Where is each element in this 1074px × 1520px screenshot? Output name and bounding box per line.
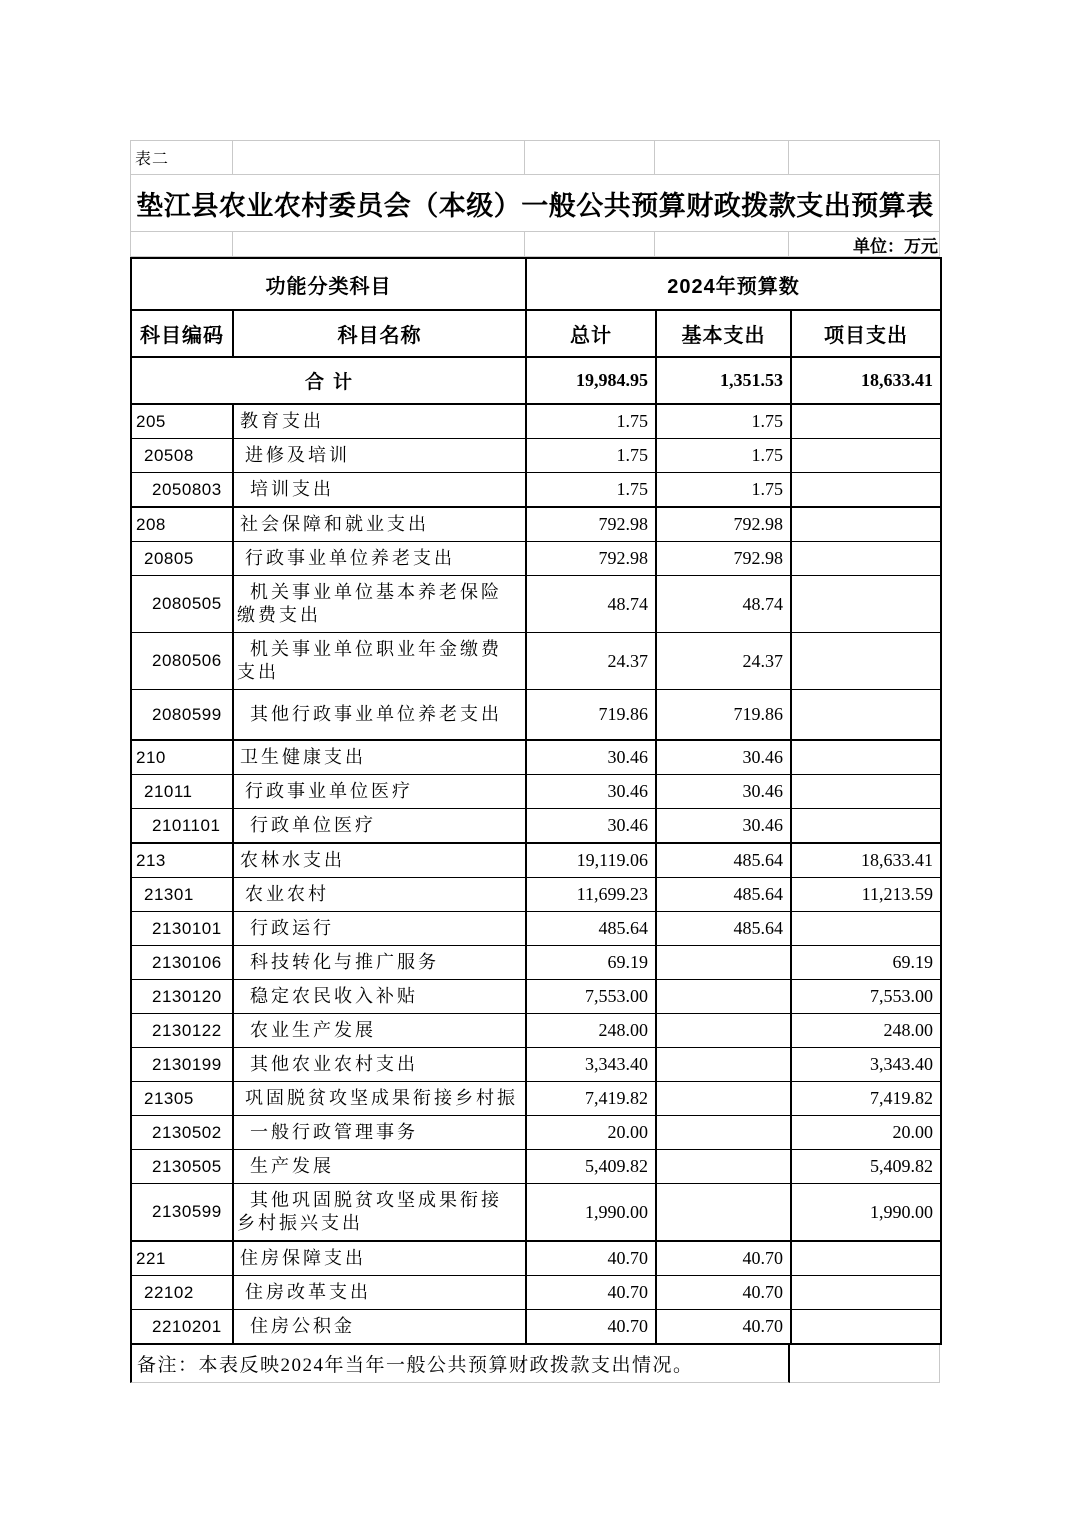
header-project-expense: 项目支出 — [791, 310, 941, 357]
table-row — [131, 1082, 941, 1116]
project-cell — [791, 507, 941, 542]
table-row — [131, 1241, 941, 1276]
basic-cell — [656, 1048, 791, 1082]
basic-cell: 24.37 — [656, 633, 791, 690]
total-cell: 1.75 — [526, 404, 656, 439]
table-row — [131, 1276, 941, 1310]
header-total: 总计 — [526, 310, 656, 357]
basic-cell: 1.75 — [656, 473, 791, 508]
total-cell: 48.74 — [526, 576, 656, 633]
project-cell — [791, 576, 941, 633]
name-cell: 教育支出 — [233, 404, 526, 439]
total-cell: 3,343.40 — [526, 1048, 656, 1082]
name-cell: 机关事业单位基本养老保险缴费支出 — [233, 576, 526, 633]
table-row — [131, 473, 941, 508]
total-cell: 40.70 — [526, 1310, 656, 1345]
name-cell: 其他巩固脱贫攻坚成果衔接乡村振兴支出 — [233, 1184, 526, 1242]
code-cell: 21011 — [131, 775, 233, 809]
name-cell: 行政事业单位养老支出 — [233, 542, 526, 576]
basic-cell — [656, 1014, 791, 1048]
basic-cell — [656, 1082, 791, 1116]
basic-cell: 1.75 — [656, 439, 791, 473]
total-cell: 30.46 — [526, 775, 656, 809]
code-cell: 2130505 — [131, 1150, 233, 1184]
table-row — [131, 843, 941, 878]
basic-cell — [656, 1116, 791, 1150]
project-cell: 20.00 — [791, 1116, 941, 1150]
table-row — [131, 740, 941, 775]
table-row — [131, 946, 941, 980]
table-row — [131, 809, 941, 844]
project-cell — [791, 439, 941, 473]
project-cell: 5,409.82 — [791, 1150, 941, 1184]
project-cell — [791, 404, 941, 439]
project-cell — [791, 690, 941, 741]
project-cell: 7,553.00 — [791, 980, 941, 1014]
grand-total-project: 18,633.41 — [791, 357, 941, 404]
project-cell — [791, 1241, 941, 1276]
total-cell: 11,699.23 — [526, 878, 656, 912]
code-cell: 21305 — [131, 1082, 233, 1116]
code-cell: 2130101 — [131, 912, 233, 946]
total-cell: 30.46 — [526, 809, 656, 844]
code-cell: 2080599 — [131, 690, 233, 741]
total-cell: 1.75 — [526, 473, 656, 508]
basic-cell: 30.46 — [656, 809, 791, 844]
name-cell: 行政运行 — [233, 912, 526, 946]
table-row — [131, 690, 941, 741]
unit-label: 单位：万元 — [853, 236, 939, 256]
sheet-label-row — [131, 141, 939, 175]
grand-total-total: 19,984.95 — [526, 357, 656, 404]
total-cell: 69.19 — [526, 946, 656, 980]
total-cell: 792.98 — [526, 507, 656, 542]
code-cell: 221 — [131, 1241, 233, 1276]
code-cell: 213 — [131, 843, 233, 878]
basic-cell: 719.86 — [656, 690, 791, 741]
total-cell: 40.70 — [526, 1241, 656, 1276]
project-cell — [791, 912, 941, 946]
code-cell: 2080506 — [131, 633, 233, 690]
title-row — [131, 175, 939, 232]
total-cell: 1,990.00 — [526, 1184, 656, 1242]
table-row — [131, 775, 941, 809]
name-cell: 住房改革支出 — [233, 1276, 526, 1310]
code-cell: 2130120 — [131, 980, 233, 1014]
total-cell: 5,409.82 — [526, 1150, 656, 1184]
project-cell: 7,419.82 — [791, 1082, 941, 1116]
name-cell: 一般行政管理事务 — [233, 1116, 526, 1150]
sheet-label: 表二 — [135, 151, 170, 168]
project-cell: 69.19 — [791, 946, 941, 980]
code-cell: 20805 — [131, 542, 233, 576]
code-cell: 205 — [131, 404, 233, 439]
name-cell: 行政单位医疗 — [233, 809, 526, 844]
table-row — [131, 1150, 941, 1184]
total-cell: 485.64 — [526, 912, 656, 946]
project-cell — [791, 1310, 941, 1345]
table-row — [131, 1116, 941, 1150]
table-row — [131, 404, 941, 439]
budget-table — [130, 257, 942, 1345]
page-title: 垫江县农业农村委员会（本级）一般公共预算财政拨款支出预算表 — [136, 190, 934, 221]
code-cell: 22102 — [131, 1276, 233, 1310]
name-cell: 农林水支出 — [233, 843, 526, 878]
basic-cell — [656, 946, 791, 980]
table-row — [131, 542, 941, 576]
name-cell: 科技转化与推广服务 — [233, 946, 526, 980]
code-cell: 2080505 — [131, 576, 233, 633]
total-cell: 40.70 — [526, 1276, 656, 1310]
footer-note-row — [130, 1345, 940, 1383]
unit-row — [131, 232, 939, 257]
name-cell: 生产发展 — [233, 1150, 526, 1184]
code-cell: 2130122 — [131, 1014, 233, 1048]
table-row — [131, 1048, 941, 1082]
grand-total-label: 合计 — [131, 357, 526, 404]
budget-table-body — [131, 357, 941, 1344]
name-cell: 巩固脱贫攻坚成果衔接乡村振 — [233, 1082, 526, 1116]
project-cell — [791, 633, 941, 690]
code-cell: 2130502 — [131, 1116, 233, 1150]
project-cell — [791, 809, 941, 844]
total-cell: 248.00 — [526, 1014, 656, 1048]
top-grid — [130, 140, 940, 257]
project-cell: 248.00 — [791, 1014, 941, 1048]
grand-total-basic: 1,351.53 — [656, 357, 791, 404]
project-cell — [791, 740, 941, 775]
table-row — [131, 576, 941, 633]
name-cell: 其他行政事业单位养老支出 — [233, 690, 526, 741]
basic-cell: 40.70 — [656, 1310, 791, 1345]
basic-cell: 485.64 — [656, 878, 791, 912]
project-cell: 18,633.41 — [791, 843, 941, 878]
total-cell: 20.00 — [526, 1116, 656, 1150]
code-cell: 2101101 — [131, 809, 233, 844]
basic-cell: 485.64 — [656, 843, 791, 878]
code-cell: 20508 — [131, 439, 233, 473]
project-cell: 3,343.40 — [791, 1048, 941, 1082]
project-cell — [791, 542, 941, 576]
project-cell — [791, 1276, 941, 1310]
header-group-row — [131, 258, 941, 310]
name-cell: 稳定农民收入补贴 — [233, 980, 526, 1014]
footer-note: 备注：本表反映2024年当年一般公共预算财政拨款支出情况。 — [137, 1355, 694, 1376]
total-cell: 1.75 — [526, 439, 656, 473]
basic-cell — [656, 980, 791, 1014]
basic-cell: 30.46 — [656, 740, 791, 775]
header-columns-row — [131, 310, 941, 357]
basic-cell — [656, 1150, 791, 1184]
code-cell: 208 — [131, 507, 233, 542]
basic-cell: 792.98 — [656, 542, 791, 576]
name-cell: 培训支出 — [233, 473, 526, 508]
table-row — [131, 1184, 941, 1242]
name-cell: 行政事业单位医疗 — [233, 775, 526, 809]
basic-cell: 48.74 — [656, 576, 791, 633]
total-cell: 30.46 — [526, 740, 656, 775]
basic-cell — [656, 1184, 791, 1242]
name-cell: 进修及培训 — [233, 439, 526, 473]
grand-total-row — [131, 357, 941, 404]
project-cell — [791, 473, 941, 508]
header-budget-group: 2024年预算数 — [526, 258, 941, 310]
table-row — [131, 507, 941, 542]
name-cell: 住房保障支出 — [233, 1241, 526, 1276]
budget-sheet — [130, 140, 940, 1383]
code-cell: 21301 — [131, 878, 233, 912]
table-row — [131, 439, 941, 473]
project-cell: 1,990.00 — [791, 1184, 941, 1242]
name-cell: 农业农村 — [233, 878, 526, 912]
code-cell: 2210201 — [131, 1310, 233, 1345]
project-cell: 11,213.59 — [791, 878, 941, 912]
table-row — [131, 1310, 941, 1345]
basic-cell: 40.70 — [656, 1241, 791, 1276]
name-cell: 农业生产发展 — [233, 1014, 526, 1048]
basic-cell: 40.70 — [656, 1276, 791, 1310]
total-cell: 24.37 — [526, 633, 656, 690]
code-cell: 210 — [131, 740, 233, 775]
total-cell: 7,419.82 — [526, 1082, 656, 1116]
table-row — [131, 878, 941, 912]
table-row — [131, 1014, 941, 1048]
code-cell: 2130199 — [131, 1048, 233, 1082]
header-subject-name: 科目名称 — [233, 310, 526, 357]
header-function-group: 功能分类科目 — [131, 258, 526, 310]
total-cell: 19,119.06 — [526, 843, 656, 878]
name-cell: 其他农业农村支出 — [233, 1048, 526, 1082]
code-cell: 2130599 — [131, 1184, 233, 1242]
name-cell: 社会保障和就业支出 — [233, 507, 526, 542]
basic-cell: 485.64 — [656, 912, 791, 946]
total-cell: 7,553.00 — [526, 980, 656, 1014]
table-row — [131, 633, 941, 690]
total-cell: 792.98 — [526, 542, 656, 576]
name-cell: 卫生健康支出 — [233, 740, 526, 775]
basic-cell: 792.98 — [656, 507, 791, 542]
table-row — [131, 912, 941, 946]
name-cell: 机关事业单位职业年金缴费支出 — [233, 633, 526, 690]
code-cell: 2050803 — [131, 473, 233, 508]
basic-cell: 30.46 — [656, 775, 791, 809]
name-cell: 住房公积金 — [233, 1310, 526, 1345]
project-cell — [791, 775, 941, 809]
header-subject-code: 科目编码 — [131, 310, 233, 357]
header-basic-expense: 基本支出 — [656, 310, 791, 357]
basic-cell: 1.75 — [656, 404, 791, 439]
total-cell: 719.86 — [526, 690, 656, 741]
table-row — [131, 980, 941, 1014]
footer-empty-cell — [790, 1345, 940, 1383]
code-cell: 2130106 — [131, 946, 233, 980]
